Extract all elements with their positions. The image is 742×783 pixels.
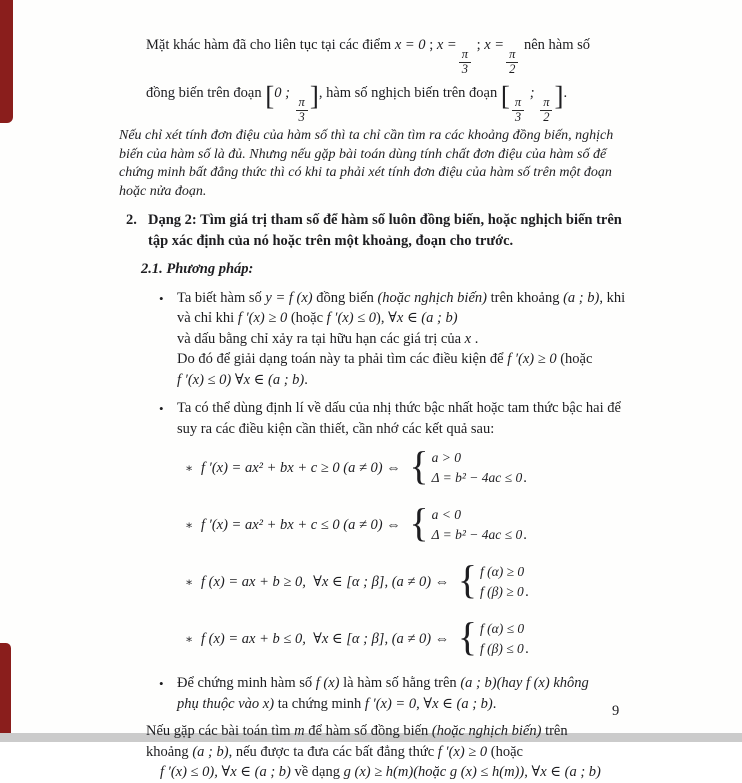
left-brace: { <box>409 500 429 545</box>
text-run: khoảng <box>146 743 193 760</box>
bullet-item-3 <box>119 673 631 714</box>
text-run: ), <box>376 310 389 326</box>
math-run: g (x) ≤ h(m)) <box>449 764 525 780</box>
star-icon: ∗ <box>185 631 194 646</box>
text-line: Ta có thể dùng định lí về dấu của nhị thức bậc nhất hoặc tam thức bậc hai để <box>177 400 621 416</box>
bullet-item-2 <box>119 398 631 439</box>
text-run: . <box>304 371 308 388</box>
paragraph-continuity <box>146 28 631 124</box>
closing-paragraph <box>146 721 631 783</box>
italic-note-paragraph: Nếu chỉ xét tính đơn điệu của hàm số thì ta chỉ cần tìm ra các khoảng đồng biến, nghịch biến của hàm số là đủ. Nhưng nếu gặp bài toán dùng tính chất đơn điệu của hàm số để chứng minh bất đẳng thức thì có khi ta phải xét tính đơn điệu của hàm số trên một đoạn hoặc nửa đoạn. <box>119 128 614 199</box>
formula-main: f ′(x) = ax² + bx + c ≤ 0 (a ≠ 0) ⇔ <box>201 516 405 533</box>
case-row: f (β) ≥ 0 <box>480 584 524 599</box>
text-run: Do đó để giải dạng toán này ta phải tìm các điều kiện để <box>177 351 508 367</box>
period: . <box>525 640 529 657</box>
text-run: , <box>524 764 532 780</box>
text-run: trên <box>541 723 568 739</box>
math-run: f ′(x) ≤ 0) <box>177 371 232 388</box>
formula-main: f (x) = ax + b ≤ 0, ∀x ∈ [α ; β], (a ≠ 0) ⇔ <box>201 630 453 647</box>
text-line <box>146 721 631 742</box>
math-run: x = 0 <box>394 37 426 53</box>
text-line <box>177 329 631 350</box>
italic-run: (hoặc nghịch biến) <box>377 289 487 306</box>
text-run: Nếu gặp các bài toán tìm <box>146 723 295 739</box>
text-line <box>177 308 631 329</box>
math-run: ∀x ∈ (a ; b) <box>423 695 493 712</box>
text-run: ta chứng minh <box>277 695 365 712</box>
text-line <box>146 742 631 763</box>
math-run: x = <box>436 37 457 53</box>
math-run: f ′(x) ≥ 0 <box>507 351 557 367</box>
section-heading <box>119 210 631 251</box>
bullet-icon: • <box>159 290 164 306</box>
period: . <box>523 526 527 543</box>
text-run: Mặt khác hàm đã cho liên tục tại các điểm <box>146 37 395 53</box>
text-run: đồng biến trên đoạn <box>146 85 266 101</box>
text-run: (hoặc <box>287 310 327 326</box>
cases-group <box>409 500 527 546</box>
italic-run: (hay <box>496 675 526 691</box>
text-run: (hoặc <box>556 351 593 367</box>
book-spine-top-red <box>0 0 13 123</box>
left-brace: { <box>409 443 429 488</box>
right-bracket: ] <box>309 81 319 111</box>
math-run: (a ; b) <box>563 289 600 306</box>
case-row: f (α) ≤ 0 <box>480 620 525 636</box>
formula-row-3 <box>185 559 631 605</box>
math-run: x <box>464 330 472 347</box>
case-row: Δ = b² − 4ac ≤ 0 <box>431 527 523 542</box>
case-row: a > 0 <box>431 449 461 465</box>
text-run: ; <box>472 37 485 53</box>
formula-row-1 <box>185 445 631 491</box>
text-line: suy ra các điều kiện cần thiết, cần nhớ các kết quả sau: <box>177 420 495 437</box>
left-brace: { <box>457 557 478 602</box>
text-run: . <box>471 330 479 347</box>
page-content <box>119 28 631 783</box>
left-bracket: [ <box>500 81 510 111</box>
math-run: g (x) ≥ h(m) <box>343 764 414 780</box>
cases-rows <box>432 505 523 546</box>
case-row: a < 0 <box>431 506 461 522</box>
text-run: . <box>563 85 568 101</box>
fraction-denominator: 3 <box>298 109 305 124</box>
text-run: , khi <box>599 289 626 306</box>
method-subheading <box>141 259 631 280</box>
case-row: f (α) ≥ 0 <box>480 563 525 579</box>
text-run: nên hàm số <box>520 37 591 53</box>
fraction-denominator: 2 <box>543 109 550 124</box>
text-run: Để chứng minh hàm số <box>177 675 316 691</box>
star-icon: ∗ <box>185 460 194 475</box>
math-run: (a ; b) <box>460 675 497 691</box>
left-brace: { <box>457 614 478 659</box>
text-run: , nếu được ta đưa các bất đẳng thức <box>228 743 438 760</box>
text-run: để hàm số đồng biến <box>304 723 432 739</box>
text-line <box>177 349 631 370</box>
fraction-pi-2 <box>540 96 552 124</box>
math-run: y = f (x) <box>265 289 313 306</box>
text-line <box>160 762 631 783</box>
math-run: ; <box>526 85 539 101</box>
star-icon: ∗ <box>185 574 194 589</box>
math-run: f ′(x) ≥ 0 <box>237 310 288 326</box>
cases-rows <box>480 619 524 660</box>
text-run: là hàm số hằng trên <box>339 675 461 691</box>
math-run: ∀x ∈ (a ; b) <box>388 310 458 326</box>
math-run: f ′(x) ≥ 0 <box>437 743 488 760</box>
star-icon: ∗ <box>185 517 194 532</box>
cases-group <box>457 614 529 660</box>
text-run: Ta biết hàm số <box>177 289 266 306</box>
formula-row-2 <box>185 502 631 548</box>
page-number: 9 <box>612 703 620 719</box>
italic-run: phụ thuộc vào <box>177 695 263 712</box>
formula-main: f (x) = ax + b ≥ 0, ∀x ∈ [α ; β], (a ≠ 0) ⇔ <box>201 573 453 590</box>
bullet-text <box>177 398 631 439</box>
formula-row-4 <box>185 616 631 662</box>
math-run: f ′(x) = 0 <box>364 695 417 712</box>
book-spine-bottom-red <box>0 643 11 733</box>
math-run: ∀x ∈ (a ; b) <box>531 764 601 780</box>
italic-run: không <box>549 675 589 691</box>
math-run: 0 ; <box>274 85 294 101</box>
fraction-numerator: π <box>459 48 471 63</box>
fraction-pi-3 <box>512 96 524 124</box>
fraction-denominator: 3 <box>461 61 468 76</box>
text-line <box>177 370 631 391</box>
heading-number: 2. <box>126 212 137 228</box>
text-line <box>177 694 631 715</box>
text-run: , hàm số nghịch biến trên đoạn <box>318 85 501 101</box>
fraction-pi-2 <box>506 48 518 76</box>
bullet-icon: • <box>159 676 164 691</box>
text-run: và dấu bằng chỉ xảy ra tại hữu hạn các giá trị của <box>177 330 465 347</box>
math-run: x <box>262 695 270 712</box>
text-line <box>146 76 631 124</box>
text-run: và chỉ khi <box>177 310 238 326</box>
math-run: m <box>294 723 305 739</box>
text-run: về dạng <box>290 764 344 780</box>
formula-main: f ′(x) = ax² + bx + c ≥ 0 (a ≠ 0) ⇔ <box>201 459 405 476</box>
text-line <box>146 28 631 76</box>
text-run: , <box>416 695 424 712</box>
method-label: Phương pháp: <box>162 261 254 277</box>
cases-rows <box>432 448 523 489</box>
text-run: ; <box>425 37 437 53</box>
text-run: (hoặc <box>487 743 523 760</box>
right-bracket: ] <box>554 81 564 111</box>
fraction-numerator: π <box>506 48 518 63</box>
math-run: ∀x ∈ (a ; b) <box>221 764 291 780</box>
italic-run: ) <box>269 695 278 712</box>
cases-group <box>409 443 527 489</box>
math-run: f ′(x) ≤ 0 <box>326 310 377 326</box>
bullet-item-1 <box>119 288 631 391</box>
cases-rows <box>480 562 524 603</box>
text-run: trên khoảng <box>486 289 564 306</box>
method-number: 2.1. <box>141 261 163 277</box>
formula-list <box>185 445 631 662</box>
math-run: x = <box>484 37 505 53</box>
fraction-numerator: π <box>512 96 524 111</box>
fraction-numerator: π <box>296 96 308 111</box>
text-run: đồng biến <box>312 289 378 306</box>
math-run: f (x) <box>525 675 550 691</box>
math-run: f (x) <box>315 675 340 691</box>
italic-run: (hoặc nghịch biến) <box>431 723 542 739</box>
fraction-denominator: 2 <box>509 61 516 76</box>
period: . <box>525 583 529 600</box>
bullet-text <box>177 288 631 391</box>
case-row: Δ = b² − 4ac ≤ 0 <box>431 470 523 485</box>
bullet-text <box>177 673 631 714</box>
period: . <box>523 469 527 486</box>
fraction-pi-3 <box>296 96 308 124</box>
fraction-numerator: π <box>540 96 552 111</box>
left-bracket: [ <box>265 81 275 111</box>
heading-text: Dạng 2: Tìm giá trị tham số để hàm số luôn đồng biến, hoặc nghịch biến trên tập xác định của nó hoặc trên một khoảng, đoạn cho trước. <box>148 212 622 249</box>
italic-run: (hoặc <box>413 764 450 780</box>
case-row: f (β) ≤ 0 <box>480 641 524 656</box>
fraction-pi-3 <box>459 48 471 76</box>
bullet-icon: • <box>159 401 164 416</box>
math-run: (a ; b) <box>192 743 229 760</box>
text-line <box>177 288 631 309</box>
cases-group <box>457 557 529 603</box>
fraction-denominator: 3 <box>514 109 522 124</box>
math-run: f ′(x) ≤ 0), <box>160 764 218 780</box>
math-run: ∀x ∈ (a ; b) <box>234 371 305 388</box>
text-run: . <box>492 695 497 712</box>
text-line <box>177 673 631 694</box>
